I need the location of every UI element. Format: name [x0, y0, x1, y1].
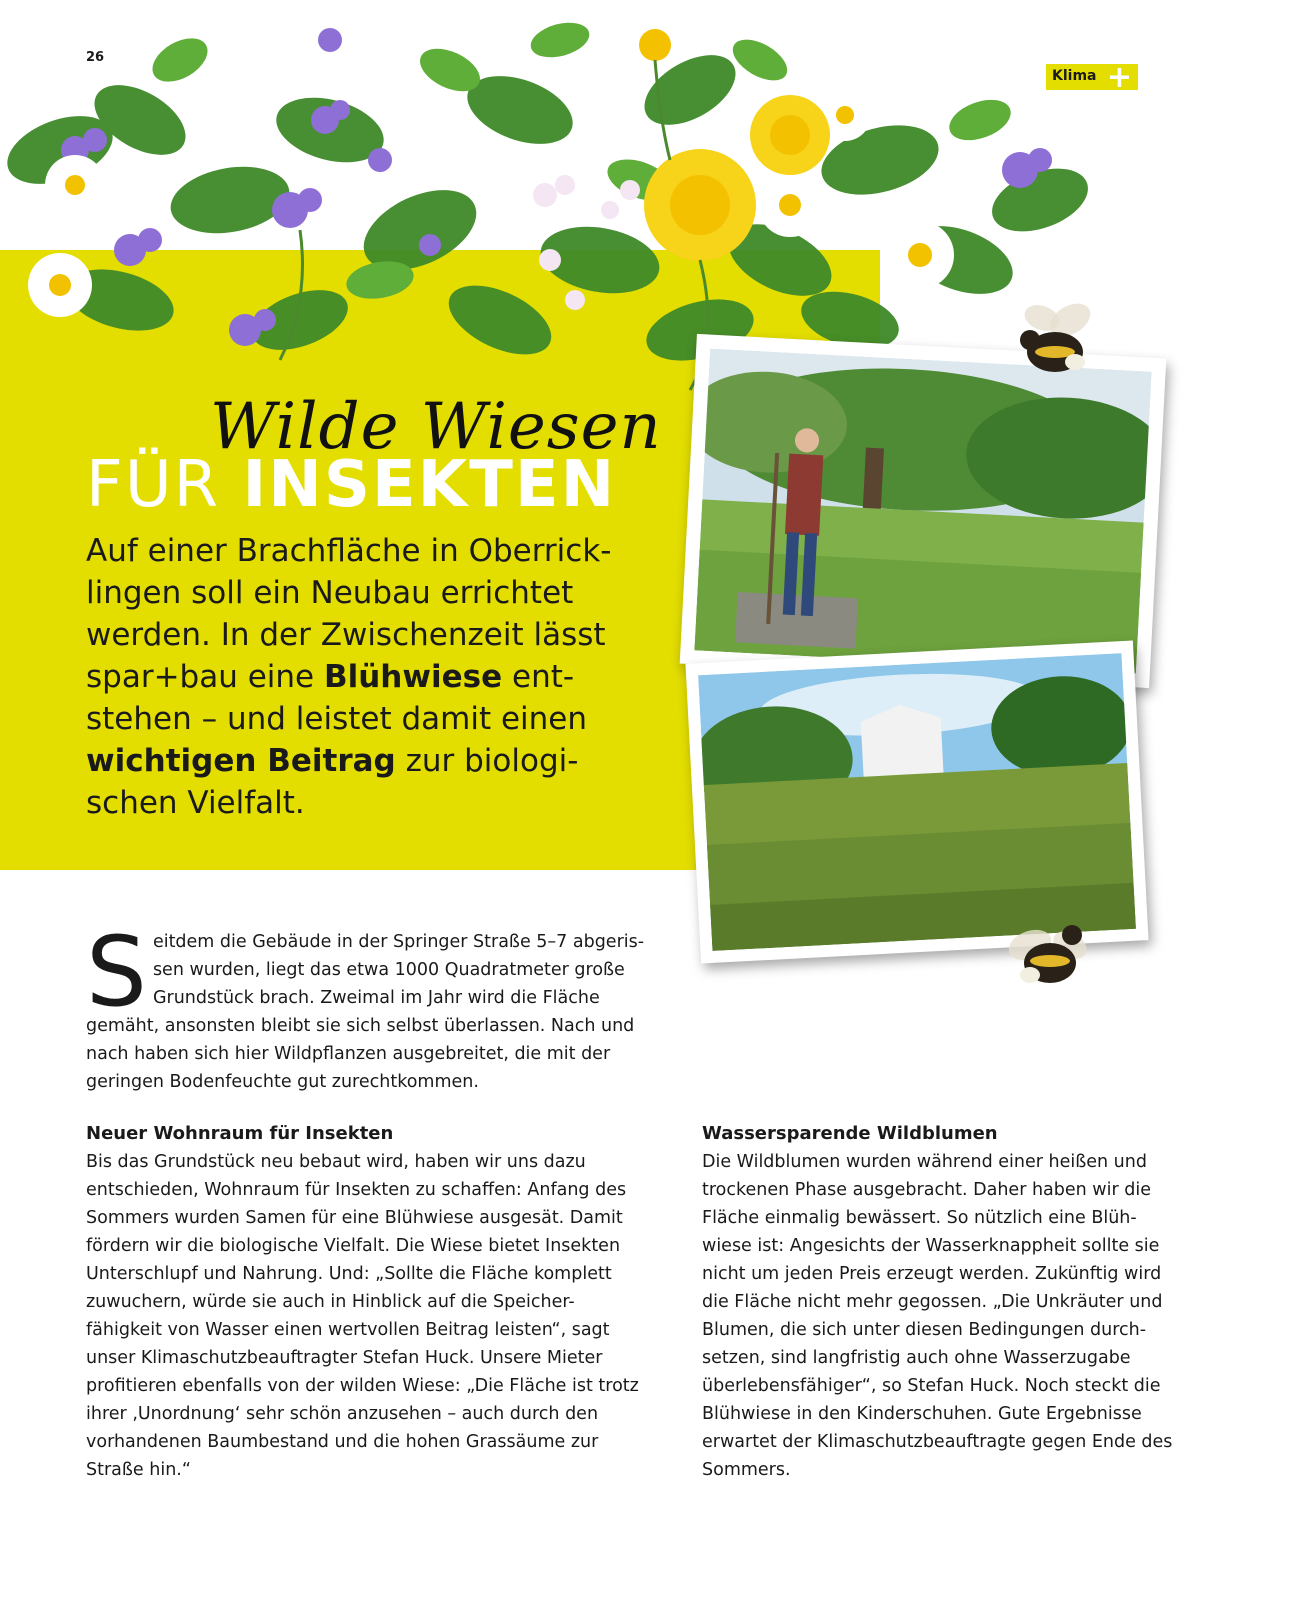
- section-body: Die Wildblumen wurden während einer heißen und trockenen Phase ausgebracht. Daher haben wir die Fläche einmalig bewässert. So nützlich eine Blüh-wiese ist: Angesichts der Wasserknappheit sollte sie nicht um jeden Preis erzeugt werden. Zukünftig wird die Fläche nicht mehr gegossen. „Die Unkräuter und Blumen, die sich unter diesen Bedingungen durch-setzen, sind langfristig auch ohne Wasserzugabe überlebensfähiger“, so Stefan Huck. Noch steckt die Blühwiese in den Kinderschuhen. Gute Ergebnisse erwartet der Klimaschutzbeauftragte gegen Ende des Sommers.: [702, 1152, 1173, 1480]
- wildflower-illustration: [0, 0, 1110, 400]
- page-number: 26: [86, 50, 105, 65]
- title-main-thin: FÜR: [86, 448, 221, 522]
- section-heading: Neuer Wohnraum für Insekten: [86, 1123, 394, 1144]
- section-body: Bis das Grundstück neu bebaut wird, haben wir uns dazu entschieden, Wohnraum für Insekten zu schaffen: Anfang des Sommers wurden Samen für eine Blühwiese ausgesät. Damit fördern wir die biologische Vielfalt. Die Wiese bietet Insekten Unterschlupf und Nahrung. Und: „Sollte die Fläche komplett zuwuchern, würde sie auch in Hinblick auf die Speicher-fähigkeit von Wasser einen wertvollen Beitrag leisten“, sagt unser Klimaschutzbeauftragter Stefan Huck. Unsere Mieter profitieren ebenfalls von der wilden Wiese: „Die Fläche ist trotz ihrer ‚Unordnung‘ sehr schön anzusehen – auch durch den vorhandenen Baumbestand und die hohen Grassäume zur Straße hin.“: [86, 1152, 639, 1480]
- intro-paragraph: [86, 916, 646, 1096]
- lead-paragraph: [86, 530, 666, 824]
- bumblebee-icon: [1000, 290, 1100, 390]
- dropcap: S: [86, 916, 147, 1028]
- lead-bold-1: Blühwiese: [323, 659, 503, 695]
- intro-text: eitdem die Gebäude in der Springer Straße 5–7 abgeris-sen wurden, liegt das etwa 1000 Quadratmeter große Grundstück brach. Zweimal im Jahr wird die Fläche gemäht, ansonsten bleibt sie sich selbst überlassen. Nach und nach haben sich hier Wildpflanzen ausgebreitet, die mit der geringen Bodenfeuchte gut zurechtkommen.: [86, 932, 645, 1092]
- bumblebee-icon: [1000, 905, 1100, 1005]
- plus-icon: +: [1106, 60, 1132, 95]
- section-heading: Wassersparende Wildblumen: [702, 1123, 998, 1144]
- section-left: [86, 1120, 646, 1484]
- title-script: Wilde Wiesen: [210, 390, 662, 464]
- section-tag-label: Klima: [1052, 68, 1097, 84]
- title-main: [86, 448, 616, 522]
- lead-bold-2: wichtigen Beitrag: [86, 743, 396, 779]
- title-main-bold: INSEKTEN: [242, 448, 617, 522]
- lead-part-2: ent-stehen – und leistet damit einen: [86, 659, 588, 737]
- section-right: [702, 1120, 1182, 1484]
- lead-part-3: zur biologi-schen Vielfalt.: [86, 743, 579, 821]
- lead-part-1: Auf einer Brachfläche in Oberrick-lingen soll ein Neubau errichtet werden. In der Zwischenzeit lässt spar+bau eine: [86, 533, 612, 695]
